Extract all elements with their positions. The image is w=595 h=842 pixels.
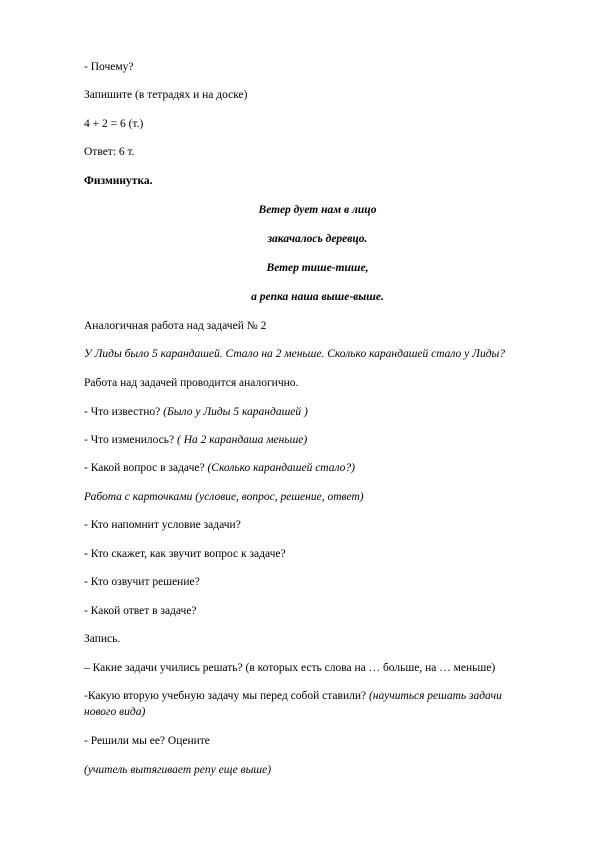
task-method-note: Работа над задачей проводится аналогично. [84, 377, 299, 389]
poem-line-4: а репка наша выше-выше. [251, 291, 384, 303]
teacher-note: (учитель вытягивает репу еще выше) [84, 764, 272, 776]
task-2-heading: Аналогичная работа над задачей № 2 [84, 320, 267, 332]
question-solved: - Решили мы ее? Оцените [84, 735, 210, 747]
question-second-goal: -Какую вторую учебную задачу мы перед собой ставили? (научиться решать задачи [84, 690, 502, 702]
instruction-write: Запишите (в тетрадях и на доске) [84, 89, 248, 101]
question-why: - Почему? [84, 61, 134, 73]
question-changed: - Что изменилось? ( На 2 карандаша меньше) [84, 434, 308, 446]
question-voice-solution: - Кто озвучит решение? [84, 576, 200, 588]
cards-work: Работа с карточками (условие, вопрос, решение, ответ) [84, 491, 364, 503]
question-answer: - Какой ответ в задаче? [84, 605, 197, 617]
poem-line-1: Ветер дует нам в лицо [258, 204, 377, 216]
poem-line-3: Ветер тише-тише, [266, 262, 369, 274]
question-known: - Что известно? (Было у Лиды 5 карандашей ) [84, 406, 308, 418]
task-2-text: У Лиды было 5 карандашей. Стало на 2 меньше. Сколько карандашей стало у Лиды? [84, 348, 506, 360]
answer-line: Ответ: 6 т. [84, 146, 135, 158]
question-what-tasks: – Какие задачи учились решать? (в которых есть слова на … больше, на … меньше) [84, 662, 496, 674]
question-second-goal-cont: нового вида) [84, 706, 146, 718]
question-recall-condition: - Кто напомнит условие задачи? [84, 519, 241, 531]
poem-line-2: закачалось деревцо. [267, 233, 368, 245]
question-say-question: - Кто скажет, как звучит вопрос к задаче? [84, 548, 286, 560]
equation: 4 + 2 = 6 (т.) [84, 118, 144, 130]
section-heading-physical-break: Физминутка. [84, 175, 153, 187]
record-note: Запись. [84, 633, 121, 645]
question-task-question: - Какой вопрос в задаче? (Сколько карандашей стало?) [84, 462, 355, 474]
